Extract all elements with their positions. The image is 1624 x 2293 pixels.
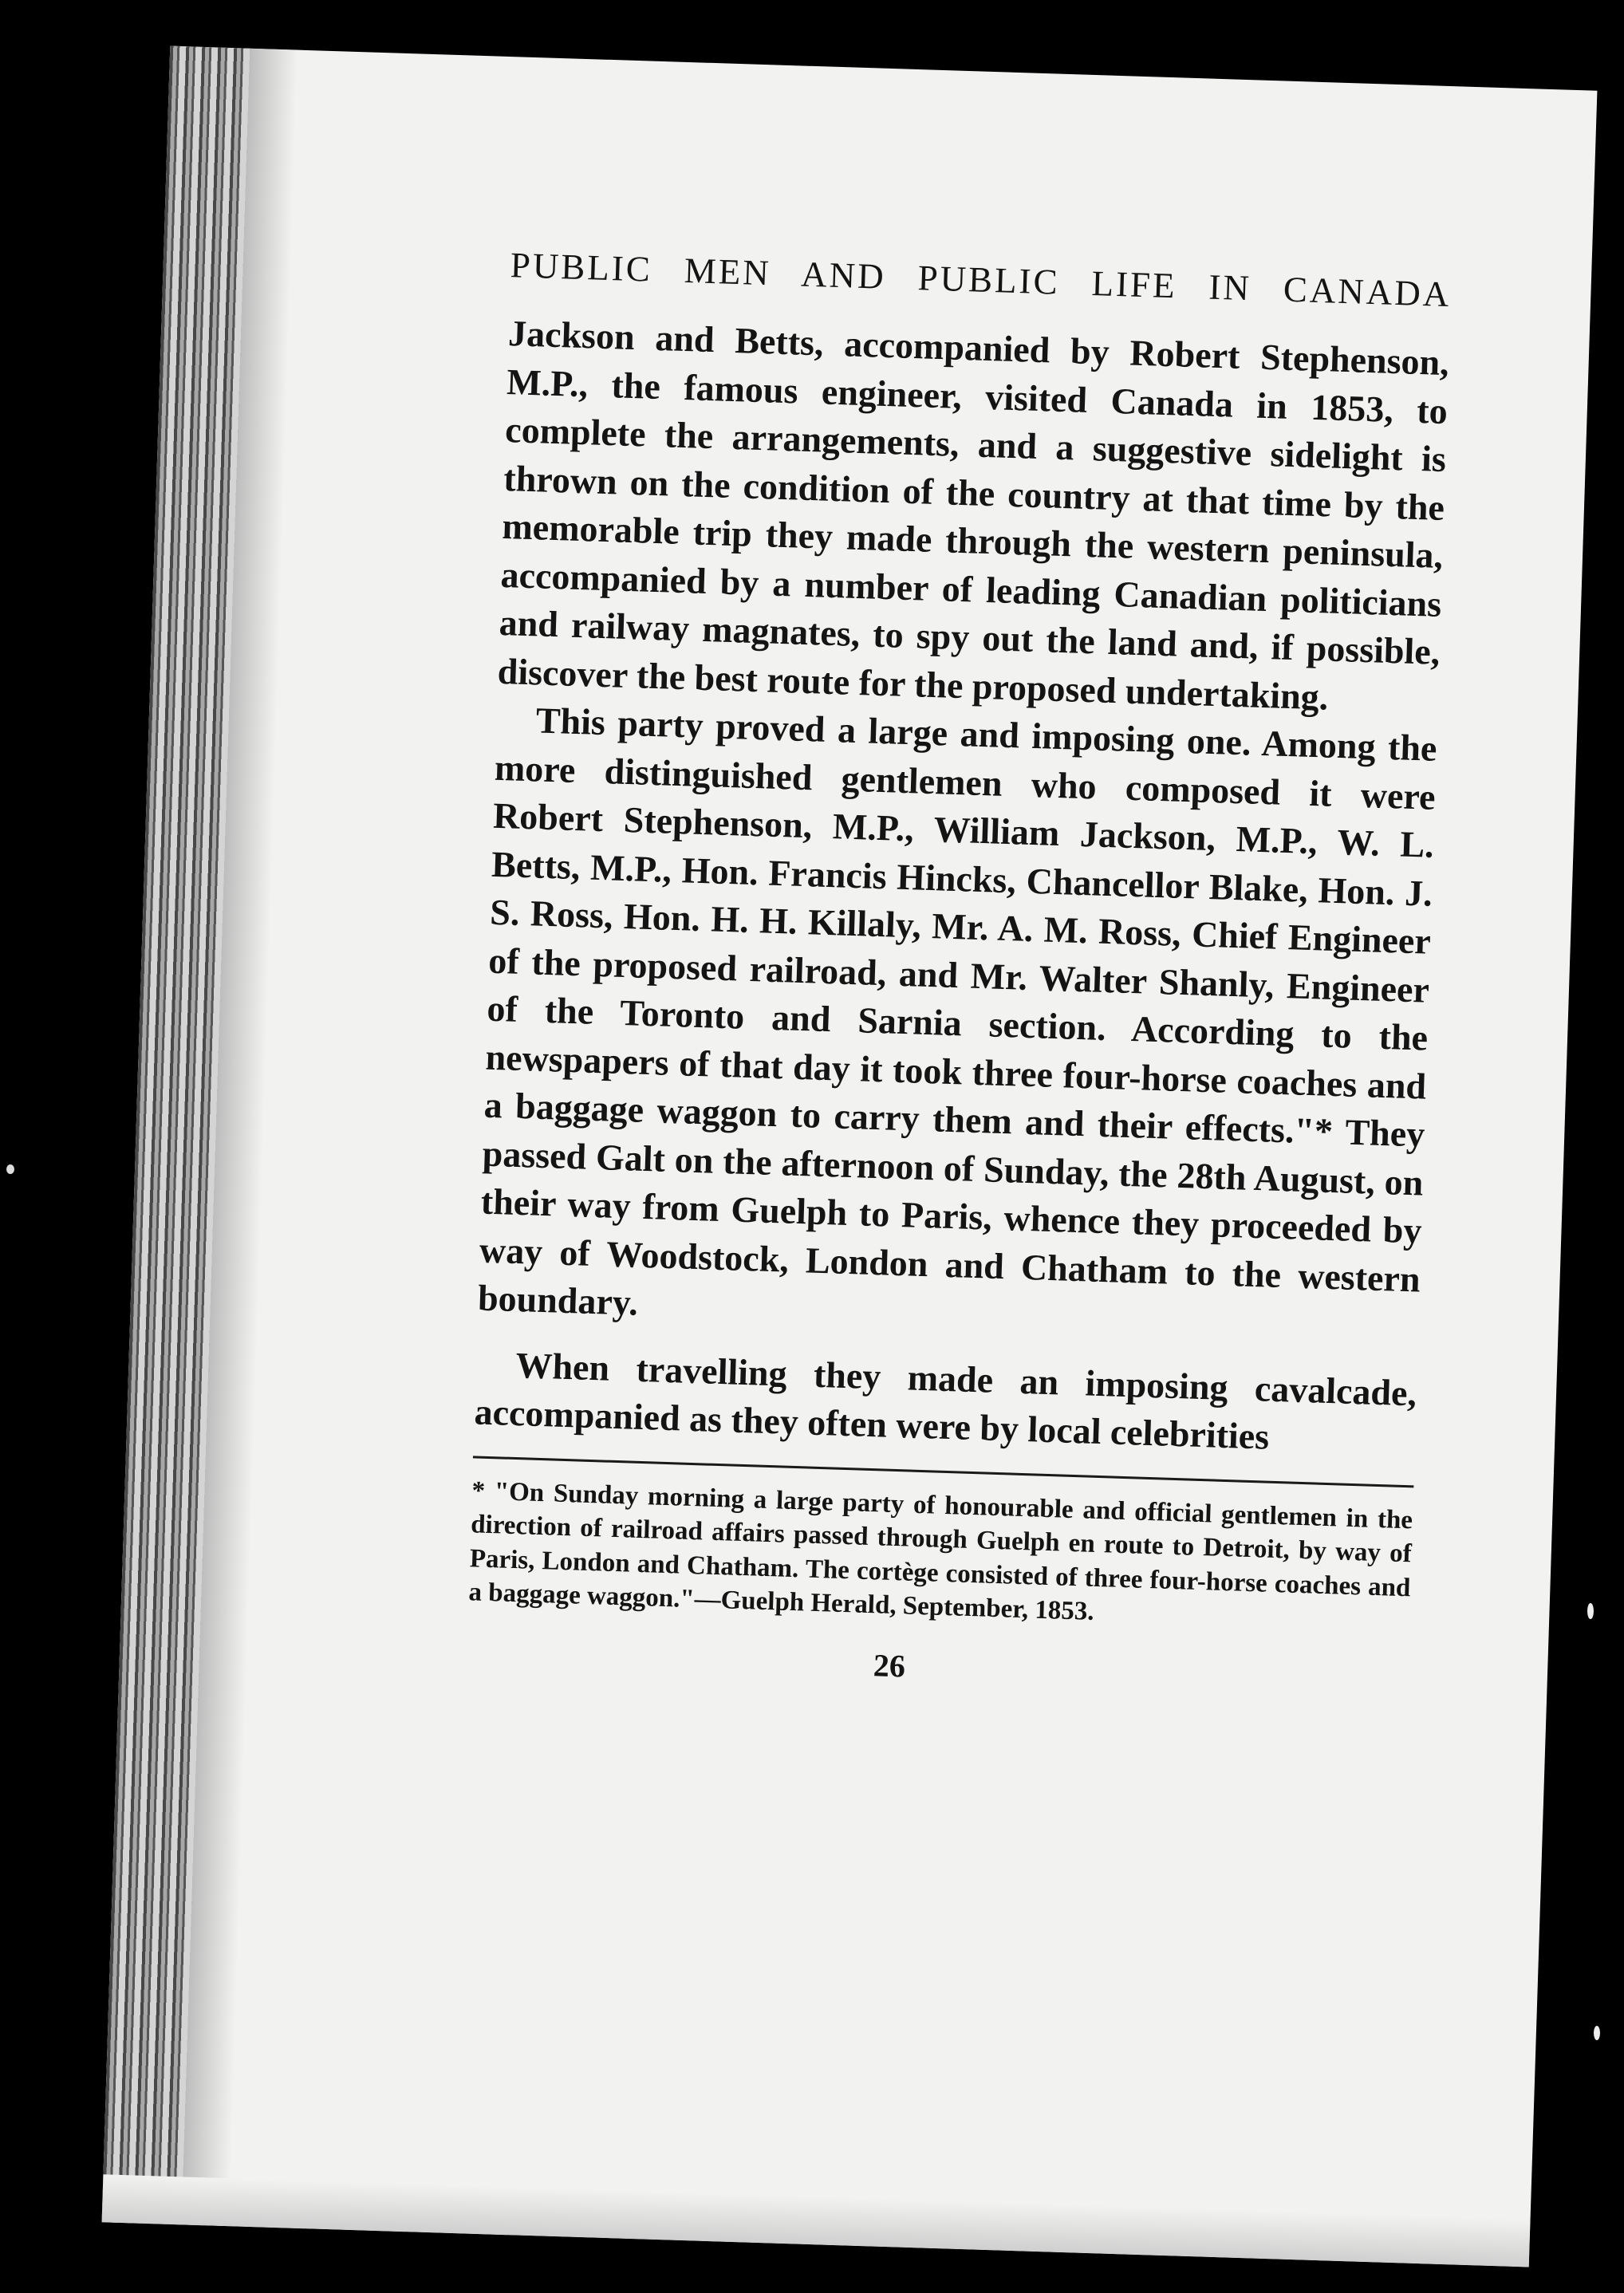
book-page — [102, 46, 1598, 2267]
running-head: PUBLIC MEN AND PUBLIC LIFE IN CANADA — [510, 245, 1453, 315]
bottom-shadow — [102, 2174, 1531, 2267]
page-content — [467, 244, 1453, 1700]
scan-speck — [6, 1164, 14, 1174]
body-text — [474, 309, 1450, 1466]
paragraph-2: This party proved a large and imposing one. Among the more distinguished gentlemen who composed it were Robert Stephenson, M.P., William Jackson, M.P., W. L. Betts, M.P., Hon. Francis Hincks, Chancellor Blake, Hon. J. S. Ross, Hon. H. H. Killaly, Mr. A. M. Ross, Chief Engineer of the proposed railroad, and Mr. Walter Shanly, Engineer of the Toronto and Sarnia section. According to the newspapers of that day it took three four-horse coaches and a baggage waggon to carry them and their effects."* They passed Galt on the afternoon of Sunday, the 28th August, on their way from Guelph to Paris, whence they proceeded by way of Woodstock, London and Chatham to the western boundary. — [477, 699, 1438, 1323]
paragraph-3: When travelling they made an imposing cavalcade, accompanied as they often were by local celebrities — [473, 1344, 1417, 1457]
scan-speck — [1594, 2026, 1600, 2040]
footnote: * "On Sunday morning a large party of honourable and official gentlemen in the direction of railroad affairs passed through Guelph en route to Detroit, by way of Paris, London and Chatham. The cortège consisted of three four-horse coaches and a baggage waggon."—Guelph Herald, September, 1853. — [468, 1475, 1413, 1626]
page-number: 26 — [873, 1646, 906, 1684]
scan-speck — [1587, 1603, 1594, 1619]
paragraph-1: Jackson and Betts, accompanied by Robert Stephenson, M.P., the famous engineer, visited Canada in 1853, to complete the arrangements, and a suggestive sidelight is thrown on the condition of the country at that time by the memorable trip they made through the western peninsula, accompanied by a number of leading Canadian politicians and railway magnates, to spy out the land and, if possible, discover the best route for the proposed undertaking. — [497, 313, 1450, 718]
